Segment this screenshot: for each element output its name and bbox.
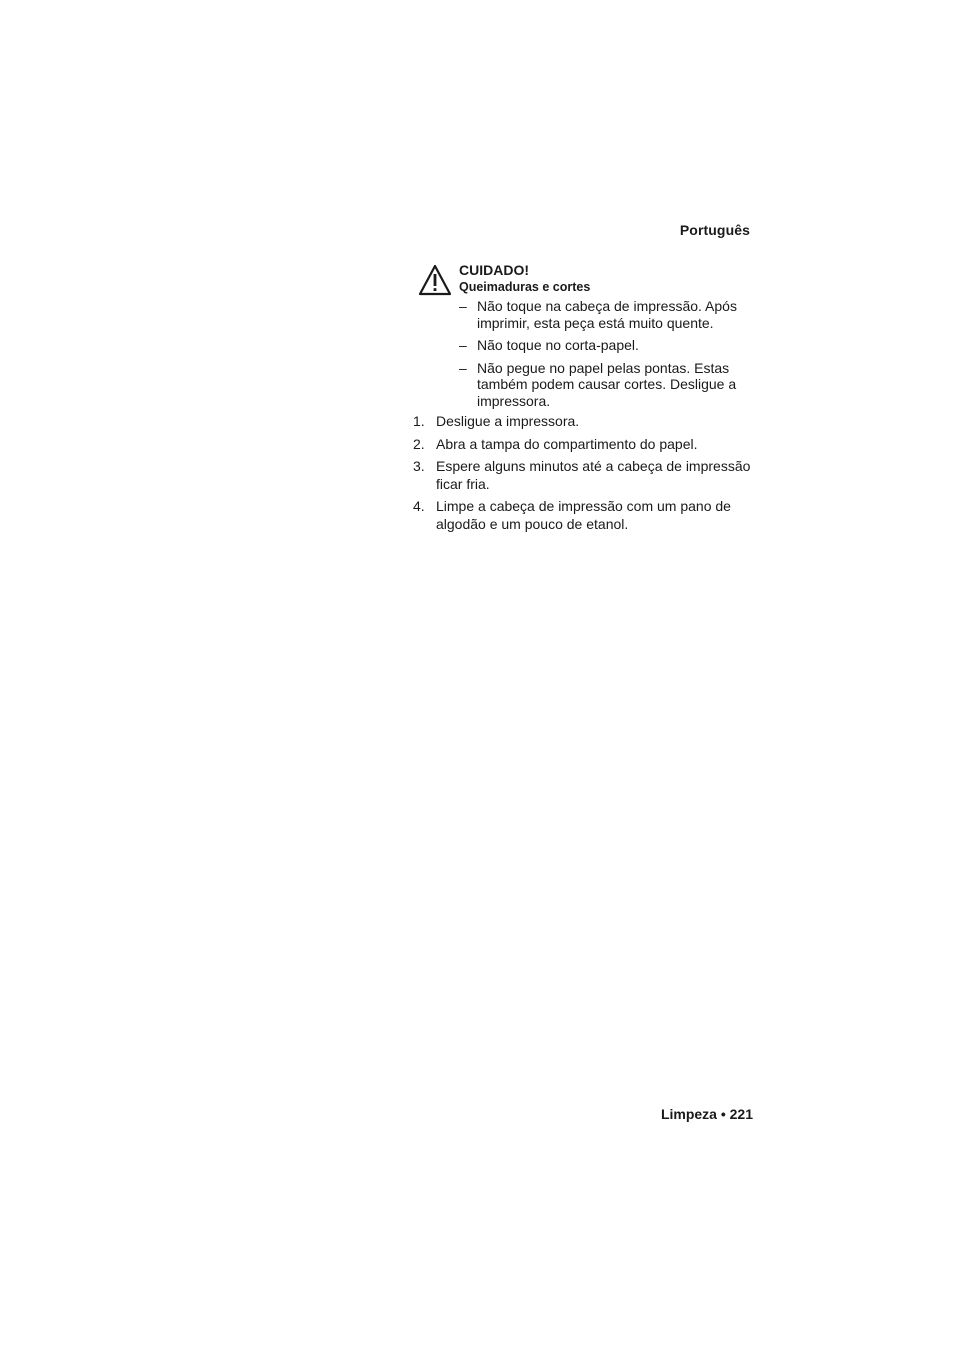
dash-bullet: – [459, 298, 467, 314]
language-header: Português [679, 222, 750, 238]
step-text: Abra a tampa do compartimento do papel. [436, 435, 698, 452]
caution-title: CUIDADO! [459, 262, 529, 278]
step-item [410, 458, 760, 493]
steps-list [410, 413, 760, 538]
caution-subtitle: Queimaduras e cortes [459, 280, 591, 294]
list-item [459, 337, 759, 354]
step-number: 3. [413, 458, 425, 474]
step-text: Limpe a cabeça de impressão com um pano de algodão e um pouco de etanol. [436, 498, 731, 532]
dash-bullet: – [459, 359, 467, 376]
caution-list [459, 298, 759, 415]
step-number: 2. [413, 435, 425, 452]
step-number: 1. [413, 413, 425, 429]
list-item-text: Não pegue no papel pelas pontas. Estas também podem causar cortes. Desligue a impressora. [477, 359, 737, 409]
step-text: Espere alguns minutos até a cabeça de impressão ficar fria. [436, 458, 751, 492]
step-item [410, 413, 760, 431]
step-number: 4. [413, 498, 425, 514]
step-text: Desligue a impressora. [436, 413, 580, 429]
step-item [410, 436, 760, 454]
list-item [459, 298, 759, 331]
list-item-text: Não toque na cabeça de impressão. Após imprimir, esta peça está muito quente. [477, 298, 737, 331]
list-item [459, 360, 759, 410]
step-item [410, 498, 760, 533]
dash-bullet: – [459, 337, 467, 353]
warning-triangle-icon [418, 264, 452, 296]
page-footer: Limpeza • 221 [660, 1106, 753, 1122]
list-item-text: Não toque no corta-papel. [477, 337, 639, 353]
